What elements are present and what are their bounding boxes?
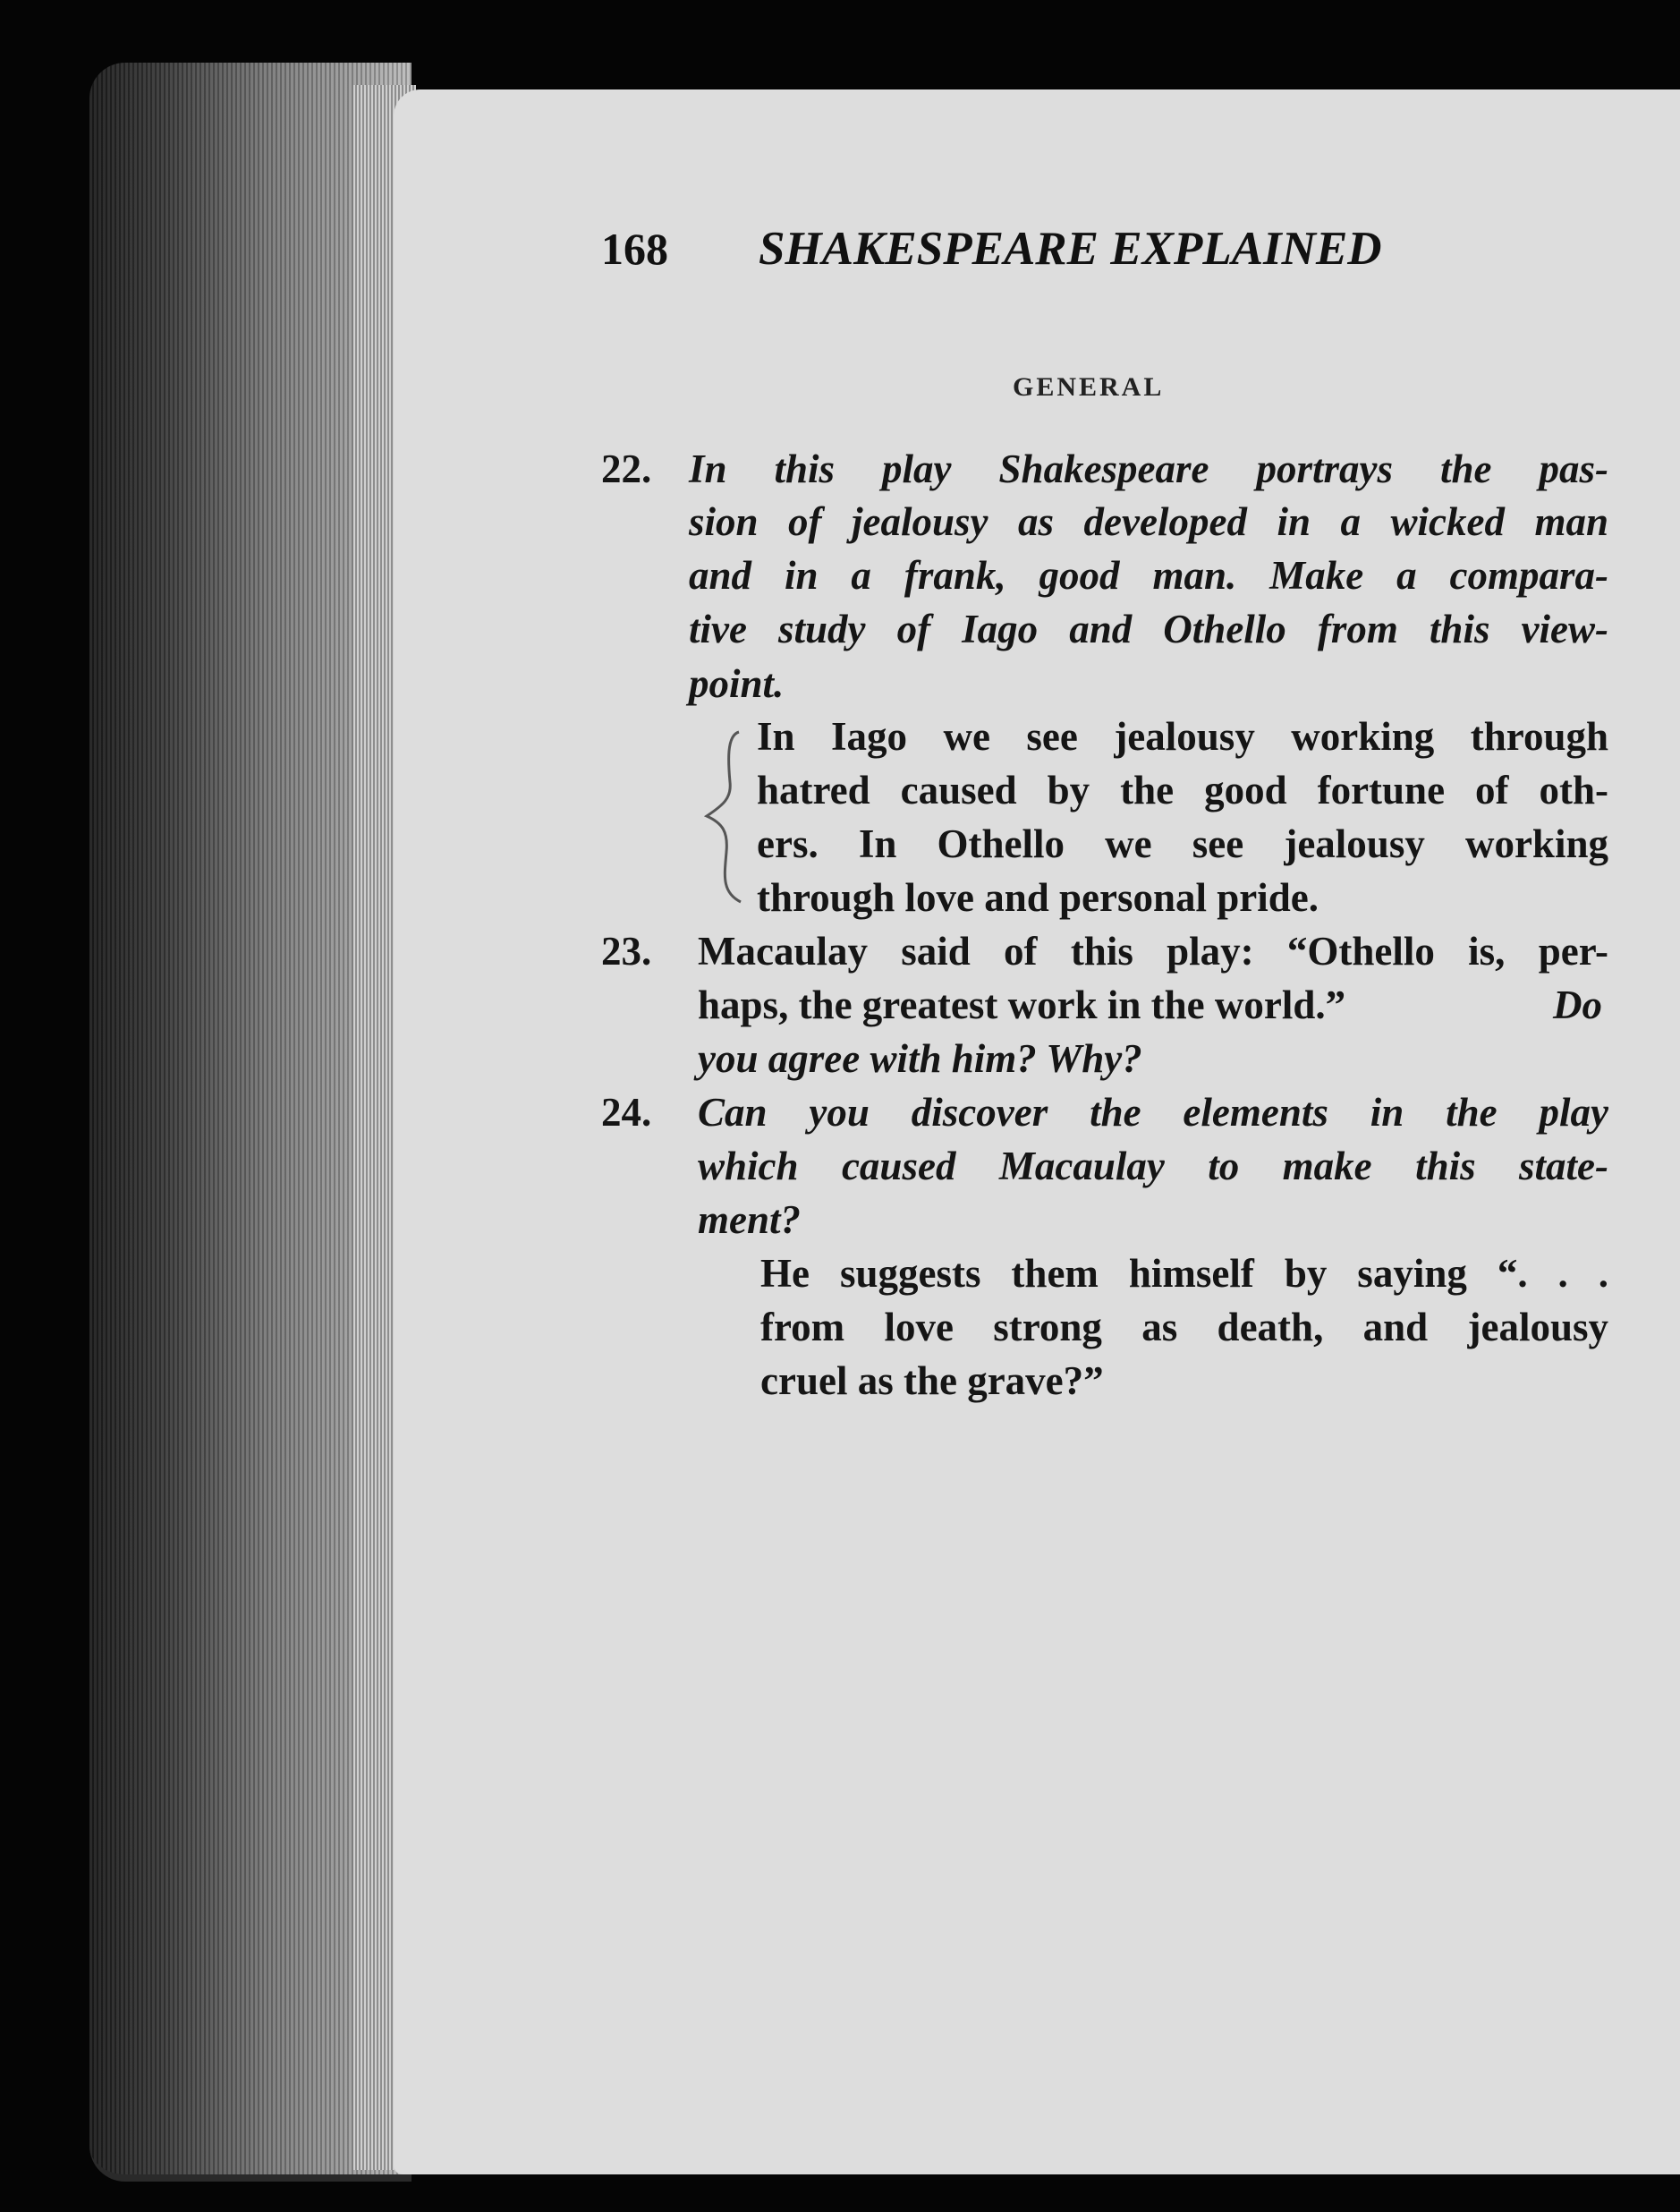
item-number-22: 22. [601,447,652,491]
question-22-line-5: point. [689,661,785,706]
question-22-line-2: sion of jealousy as developed in a wicked man [689,499,1608,544]
running-title: SHAKESPEARE EXPLAINED [759,223,1382,275]
handwritten-bracket-mark [696,727,750,906]
item-23-line-2-italic-tail: Do [1553,983,1602,1027]
answer-22-line-1: In Iago we see jealousy working through [757,714,1608,759]
answer-22-line-4: through love and personal pride. [757,875,1319,920]
question-24-line-3: ment? [698,1197,802,1242]
question-24-line-1: Can you discover the elements in the play [698,1090,1608,1135]
question-22-line-4: tive study of Iago and Othello from this view- [689,607,1608,651]
question-22-line-3: and in a frank, good man. Make a compara- [689,553,1608,598]
item-23-line-2: haps, the greatest work in the world.” [698,983,1346,1027]
question-22-line-1: In this play Shakespeare portrays the pas- [689,447,1608,491]
item-23-line-1: Macaulay said of this play: “Othello is, per- [698,929,1608,974]
question-24-line-2: which caused Macaulay to make this state- [698,1144,1608,1188]
answer-24-line-1: He suggests them himself by saying “. . . [760,1251,1608,1296]
answer-24-line-2: from love strong as death, and jealousy [760,1305,1608,1349]
answer-22-line-2: hatred caused by the good fortune of oth- [757,768,1608,812]
page-number: 168 [601,224,668,274]
item-number-23: 23. [601,929,652,974]
answer-24-line-3: cruel as the grave?” [760,1358,1104,1403]
answer-22-line-3: ers. In Othello we see jealousy working [757,821,1608,866]
item-number-24: 24. [601,1090,652,1135]
section-heading: GENERAL [1013,372,1165,402]
item-23-line-3: you agree with him? Why? [698,1036,1142,1081]
